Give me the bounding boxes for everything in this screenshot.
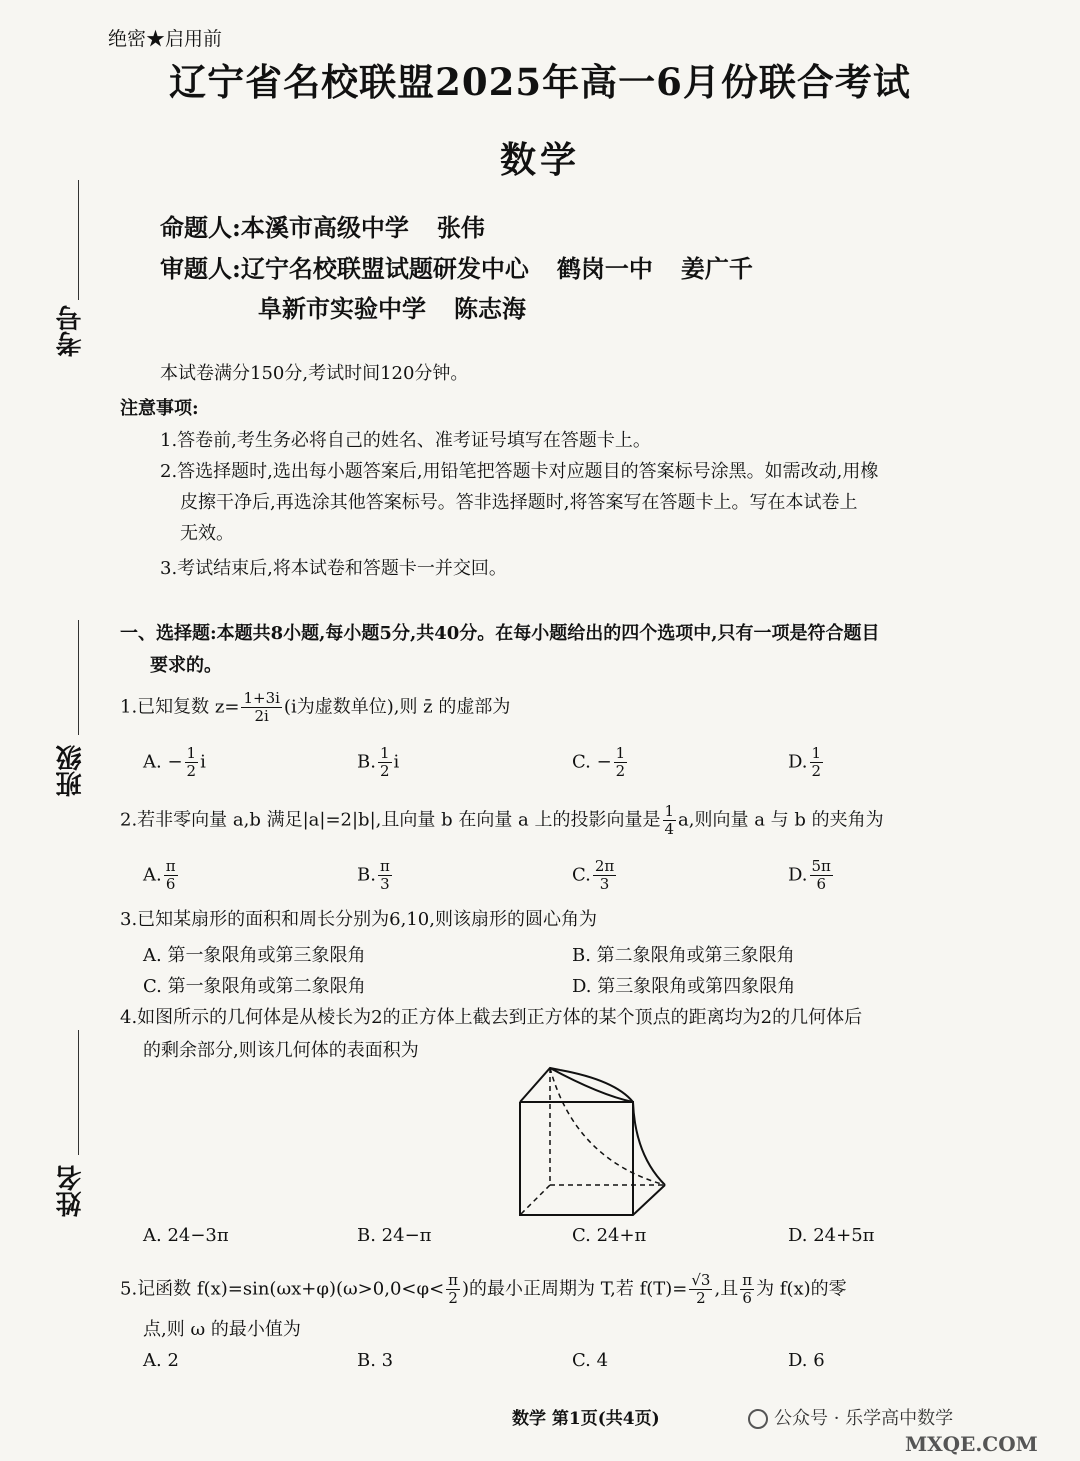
reviewer2-school: 鹤岗一中 — [556, 254, 653, 283]
question-5 — [120, 1272, 847, 1307]
question-1 — [120, 690, 510, 725]
watermark-label: 公众号 · 乐学高中数学 — [774, 1408, 954, 1429]
note-2-line-b: 皮擦干净后,再选涂其他答案标号。答非选择题时,将答案写在答题卡上。写在本试卷上 — [180, 492, 858, 513]
q2-d-num: 5π — [811, 857, 831, 875]
exam-title: 辽宁省名校联盟2025年高一6月份联合考试 — [169, 60, 911, 104]
q5-text-a: 5.记函数 f(x)=sin(ωx+φ)(ω>0,0<φ< — [120, 1278, 445, 1300]
q5-zero-frac — [740, 1272, 754, 1307]
q2-num: 1 — [664, 802, 675, 820]
q1-option-b[interactable] — [357, 745, 399, 780]
q2-d-den: 6 — [816, 875, 826, 893]
question-3: 3.已知某扇形的面积和周长分别为6,10,则该扇形的圆心角为 — [120, 909, 597, 930]
q1-option-d[interactable] — [788, 745, 825, 780]
q5-option-c[interactable]: C. 4 — [572, 1350, 609, 1371]
q5-phi-num: π — [448, 1271, 459, 1289]
arc-top — [550, 1068, 633, 1102]
exam-no-label: 考号 — [56, 305, 86, 357]
q2-a-label: A. — [143, 864, 162, 886]
top-left-edge — [520, 1068, 560, 1102]
q3-option-b[interactable]: B. 第二象限角或第三象限角 — [572, 945, 795, 966]
q1-b-frac — [378, 745, 392, 780]
reviewer2-name: 姜广千 — [680, 254, 753, 283]
solid-front-edges — [520, 1102, 665, 1215]
q2-c-den: 3 — [599, 875, 610, 893]
q1-d-den: 2 — [811, 762, 822, 780]
q5-ft-den: 2 — [696, 1289, 706, 1307]
q4-option-a[interactable]: A. 24−3π — [143, 1225, 229, 1246]
q2-a-frac — [164, 858, 178, 893]
question-4: 4.如图所示的几何体是从棱长为2的正方体上截去到正方体的某个顶点的距离均为2的几何体后 — [120, 1007, 863, 1028]
q5-ft-frac — [689, 1272, 712, 1307]
q1-b-den: 2 — [379, 762, 390, 780]
q1-fraction — [241, 690, 281, 725]
hidden-edges — [550, 1068, 665, 1185]
q2-a-den: 6 — [165, 875, 176, 893]
setter-school: 本溪市高级中学 — [240, 213, 409, 242]
question-5-cont: 点,则 ω 的最小值为 — [143, 1319, 301, 1340]
reviewer3-school: 阜新市实验中学 — [258, 294, 426, 323]
q1-c-den: 2 — [615, 762, 626, 780]
q2-a-num: π — [165, 857, 176, 875]
setter-line — [160, 208, 513, 243]
q1-suffix: (i为虚数单位),则 z̄ 的虚部为 — [283, 696, 511, 718]
reviewer-line — [160, 249, 781, 284]
q1-num: 1+3i — [243, 689, 280, 707]
q2-option-c[interactable] — [572, 858, 618, 893]
note-2-line-a: 2.答选择题时,选出每小题答案后,用铅笔把答题卡对应题目的答案标号涂黑。如需改动,用橡 — [160, 461, 879, 482]
q1-c-num: 1 — [615, 744, 626, 762]
q1-a-num: 1 — [186, 744, 197, 762]
q1-a-den: 2 — [186, 762, 197, 780]
name-label: 姓名 — [56, 1165, 86, 1217]
q5-ft-num: √3 — [691, 1271, 711, 1289]
geometry-figure — [505, 1060, 675, 1220]
question-4-cont: 的剩余部分,则该几何体的表面积为 — [143, 1040, 419, 1061]
q1-den: 2i — [254, 707, 269, 725]
q1-option-c[interactable] — [572, 745, 629, 780]
notes-title: 注意事项: — [120, 398, 199, 419]
question-2 — [120, 803, 884, 838]
q5-phi-frac — [446, 1272, 460, 1307]
q5-phi-den: 2 — [448, 1289, 458, 1307]
q2-c-num: 2π — [594, 857, 615, 875]
q5-zero-num: π — [742, 1271, 753, 1289]
subject-title: 数学 — [499, 139, 580, 181]
q2-text-b: a,则向量 a 与 b 的夹角为 — [678, 809, 884, 831]
q4-option-b[interactable]: B. 24−π — [357, 1225, 432, 1246]
q1-option-a[interactable] — [143, 745, 206, 780]
note-2-line-c: 无效。 — [180, 523, 234, 544]
q1-d-num: 1 — [811, 744, 822, 762]
q2-b-label: B. — [357, 864, 376, 886]
q1-prefix: 1.已知复数 z= — [120, 696, 240, 718]
arc-side — [560, 1070, 665, 1185]
q1-a-label: A. − — [143, 751, 183, 773]
note-3: 3.考试结束后,将本试卷和答题卡一并交回。 — [160, 558, 507, 579]
q2-option-a[interactable] — [143, 858, 180, 893]
q2-option-b[interactable] — [357, 858, 394, 893]
site-watermark: MXQE.COM — [905, 1432, 1038, 1456]
setter-name: 张伟 — [436, 213, 485, 242]
q2-d-label: D. — [788, 864, 808, 886]
q1-c-label: C. − — [572, 751, 612, 773]
exam-no-line — [78, 180, 79, 300]
watermark-text — [748, 1404, 953, 1430]
setter-label: 命题人: — [160, 213, 241, 242]
q5-zero-den: 6 — [742, 1289, 752, 1307]
q1-b-num: 1 — [379, 744, 390, 762]
q2-b-num: π — [379, 857, 390, 875]
q1-a-tail: i — [200, 751, 206, 773]
hidden-arc — [550, 1068, 665, 1185]
q5-option-d[interactable]: D. 6 — [788, 1350, 825, 1371]
q5-text-d: 为 f(x)的零 — [756, 1278, 847, 1300]
q5-text-b: )的最小正周期为 T,若 f(T)= — [462, 1278, 688, 1300]
full-score-text: 本试卷满分150分,考试时间120分钟。 — [160, 363, 469, 384]
q2-c-frac — [593, 858, 616, 893]
q3-option-c[interactable]: C. 第一象限角或第二象限角 — [143, 976, 366, 997]
wechat-icon — [748, 1409, 768, 1429]
section-heading-cont: 要求的。 — [150, 655, 222, 676]
q1-a-frac — [185, 745, 199, 780]
q2-c-label: C. — [572, 864, 591, 886]
note-1: 1.答卷前,考生务必将自己的姓名、准考证号填写在答题卡上。 — [160, 430, 651, 451]
q1-b-tail: i — [393, 751, 400, 773]
reviewer1-org: 辽宁名校联盟试题研发中心 — [240, 254, 529, 283]
reviewer3-name: 陈志海 — [454, 294, 526, 323]
q4-option-c[interactable]: C. 24+π — [572, 1225, 647, 1246]
q2-d-frac — [810, 858, 833, 893]
q1-b-label: B. — [357, 751, 376, 773]
q2-option-d[interactable] — [788, 858, 835, 893]
q1-d-frac — [810, 745, 824, 780]
q5-option-b[interactable]: B. 3 — [357, 1350, 394, 1371]
class-line — [78, 620, 79, 735]
q1-c-frac — [614, 745, 628, 780]
class-label: 班级 — [56, 745, 86, 797]
q2-text-a: 2.若非零向量 a,b 满足|a|=2|b|,且向量 b 在向量 a 上的投影向量是 — [120, 809, 661, 831]
q2-b-den: 3 — [380, 875, 390, 893]
reviewer-label: 审题人: — [160, 254, 241, 283]
q3-option-d[interactable]: D. 第三象限角或第四象限角 — [572, 976, 796, 997]
q3-option-a[interactable]: A. 第一象限角或第三象限角 — [143, 945, 366, 966]
page-footer: 数学 第1页(共4页) — [512, 1409, 660, 1429]
reviewer3-line — [258, 289, 554, 324]
name-line — [78, 1030, 79, 1155]
confidential-label: 绝密★启用前 — [108, 28, 223, 50]
q2-fraction — [663, 803, 677, 838]
q2-b-frac — [378, 858, 392, 893]
q5-option-a[interactable]: A. 2 — [143, 1350, 179, 1371]
q1-d-label: D. — [788, 751, 808, 773]
section-heading: 一、选择题:本题共8小题,每小题5分,共40分。在每小题给出的四个选项中,只有一项是符合题目 — [120, 623, 880, 644]
hidden-bottom-edge — [520, 1185, 550, 1215]
q5-text-c: ,且 — [714, 1278, 739, 1300]
q4-option-d[interactable]: D. 24+5π — [788, 1225, 875, 1246]
q2-den: 4 — [664, 820, 675, 838]
